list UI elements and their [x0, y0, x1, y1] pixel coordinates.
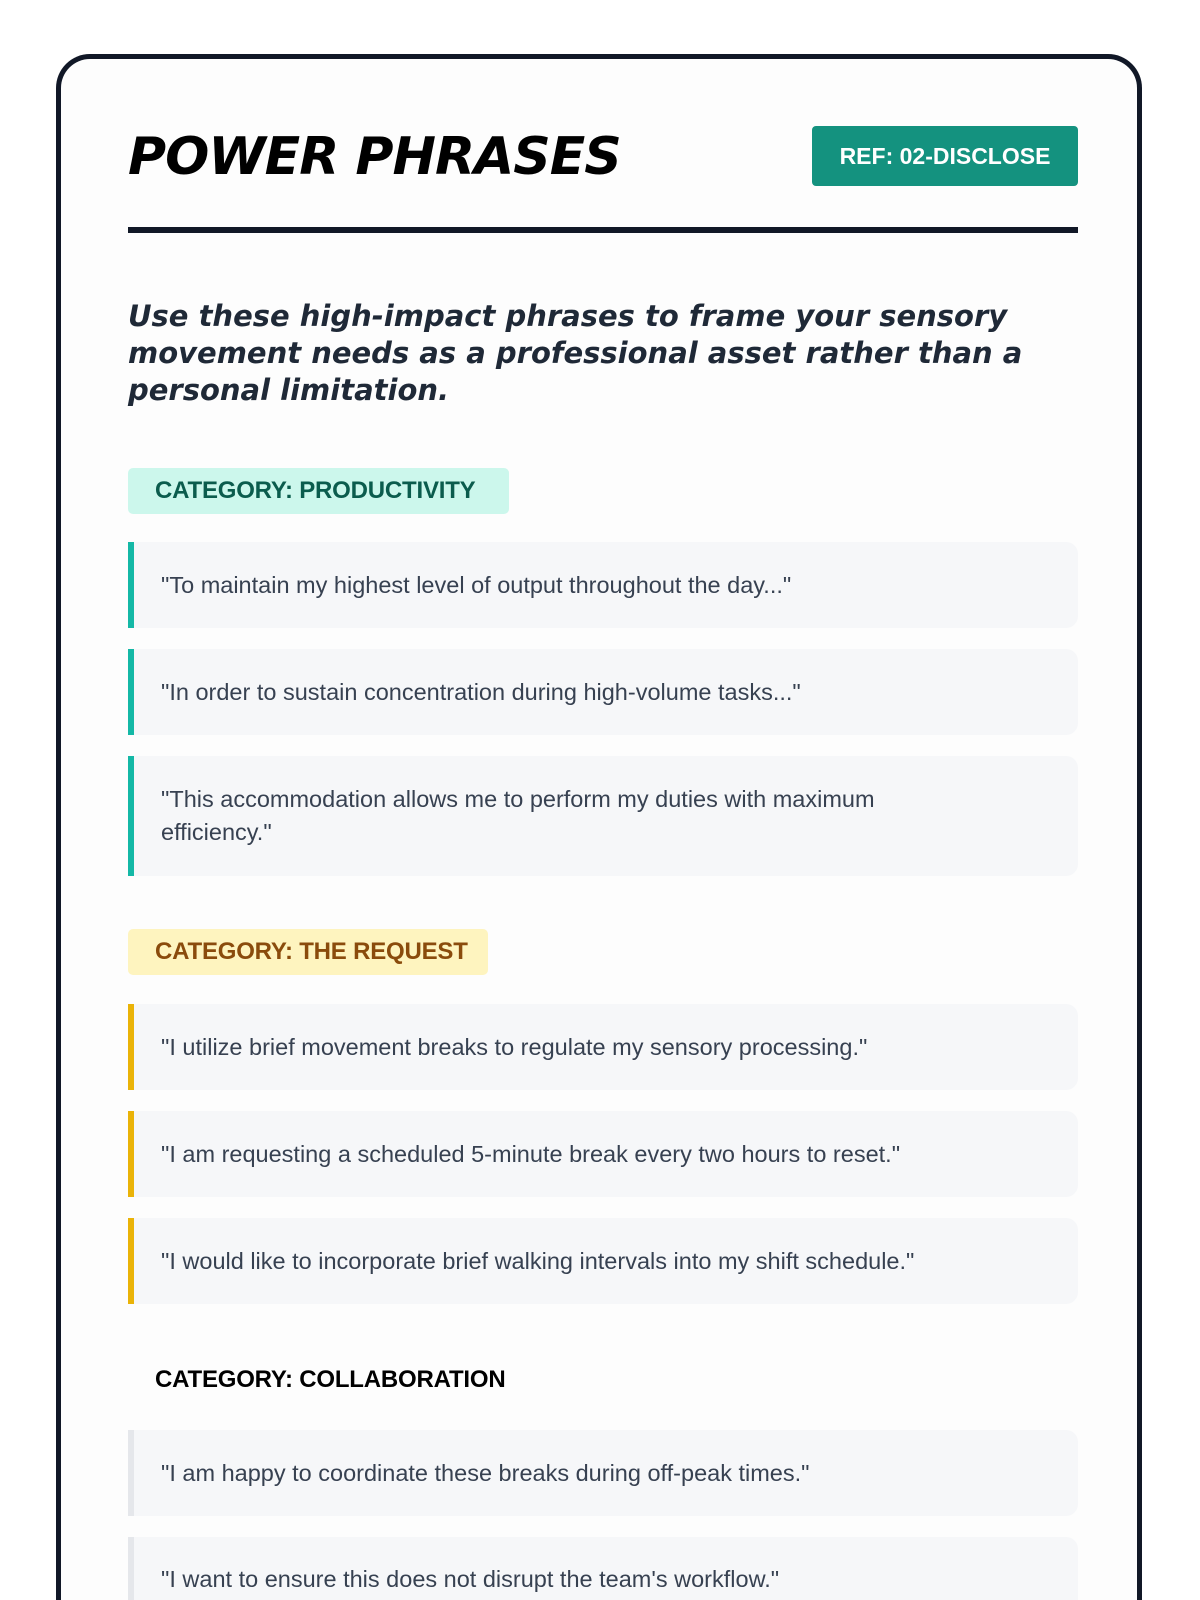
- phrase-card: [128, 1004, 1078, 1090]
- header-divider: [128, 227, 1078, 233]
- phrase-card: [128, 1430, 1078, 1516]
- phrase-card: [128, 649, 1078, 735]
- phrase-text: "In order to sustain concentration during high-volume tasks...": [161, 678, 801, 705]
- phrase-text: "I am happy to coordinate these breaks during off-peak times.": [161, 1459, 810, 1486]
- category-tag-productivity: CATEGORY: PRODUCTIVITY: [128, 468, 509, 514]
- phrase-card: [128, 756, 1078, 876]
- phrase-card: [128, 1218, 1078, 1304]
- phrase-card: [128, 542, 1078, 628]
- header: [128, 126, 1078, 188]
- category-tag-collaboration: CATEGORY: COLLABORATION: [155, 1366, 506, 1393]
- phrase-text: "I would like to incorporate brief walking intervals into my shift schedule.": [161, 1247, 915, 1274]
- phrase-accent-bar: [128, 649, 134, 735]
- reference-badge: REF: 02-DISCLOSE: [812, 126, 1078, 186]
- page-title: POWER PHRASES: [128, 127, 621, 187]
- phrase-text: "This accommodation allows me to perform my duties with maximum efficiency.": [161, 786, 875, 845]
- phrase-accent-bar: [128, 1111, 134, 1197]
- intro-text: Use these high-impact phrases to frame your sensory movement needs as a professional asset rather than a personal limitation.: [128, 299, 1023, 407]
- phrase-accent-bar: [128, 1537, 134, 1600]
- phrase-text: "I utilize brief movement breaks to regulate my sensory processing.": [161, 1033, 868, 1060]
- category-tag-the-request: CATEGORY: THE REQUEST: [128, 929, 488, 975]
- phrase-text: "I want to ensure this does not disrupt the team's workflow.": [161, 1566, 780, 1592]
- phrase-accent-bar: [128, 542, 134, 628]
- phrase-card: [128, 1537, 1078, 1600]
- phrase-accent-bar: [128, 756, 134, 876]
- phrase-accent-bar: [128, 1004, 134, 1090]
- phrase-accent-bar: [128, 1218, 134, 1304]
- phrase-text: "To maintain my highest level of output throughout the day...": [161, 571, 792, 598]
- phrase-text: "I am requesting a scheduled 5-minute break every two hours to reset.": [161, 1140, 901, 1167]
- phrase-card: [128, 1111, 1078, 1197]
- phrase-accent-bar: [128, 1430, 134, 1516]
